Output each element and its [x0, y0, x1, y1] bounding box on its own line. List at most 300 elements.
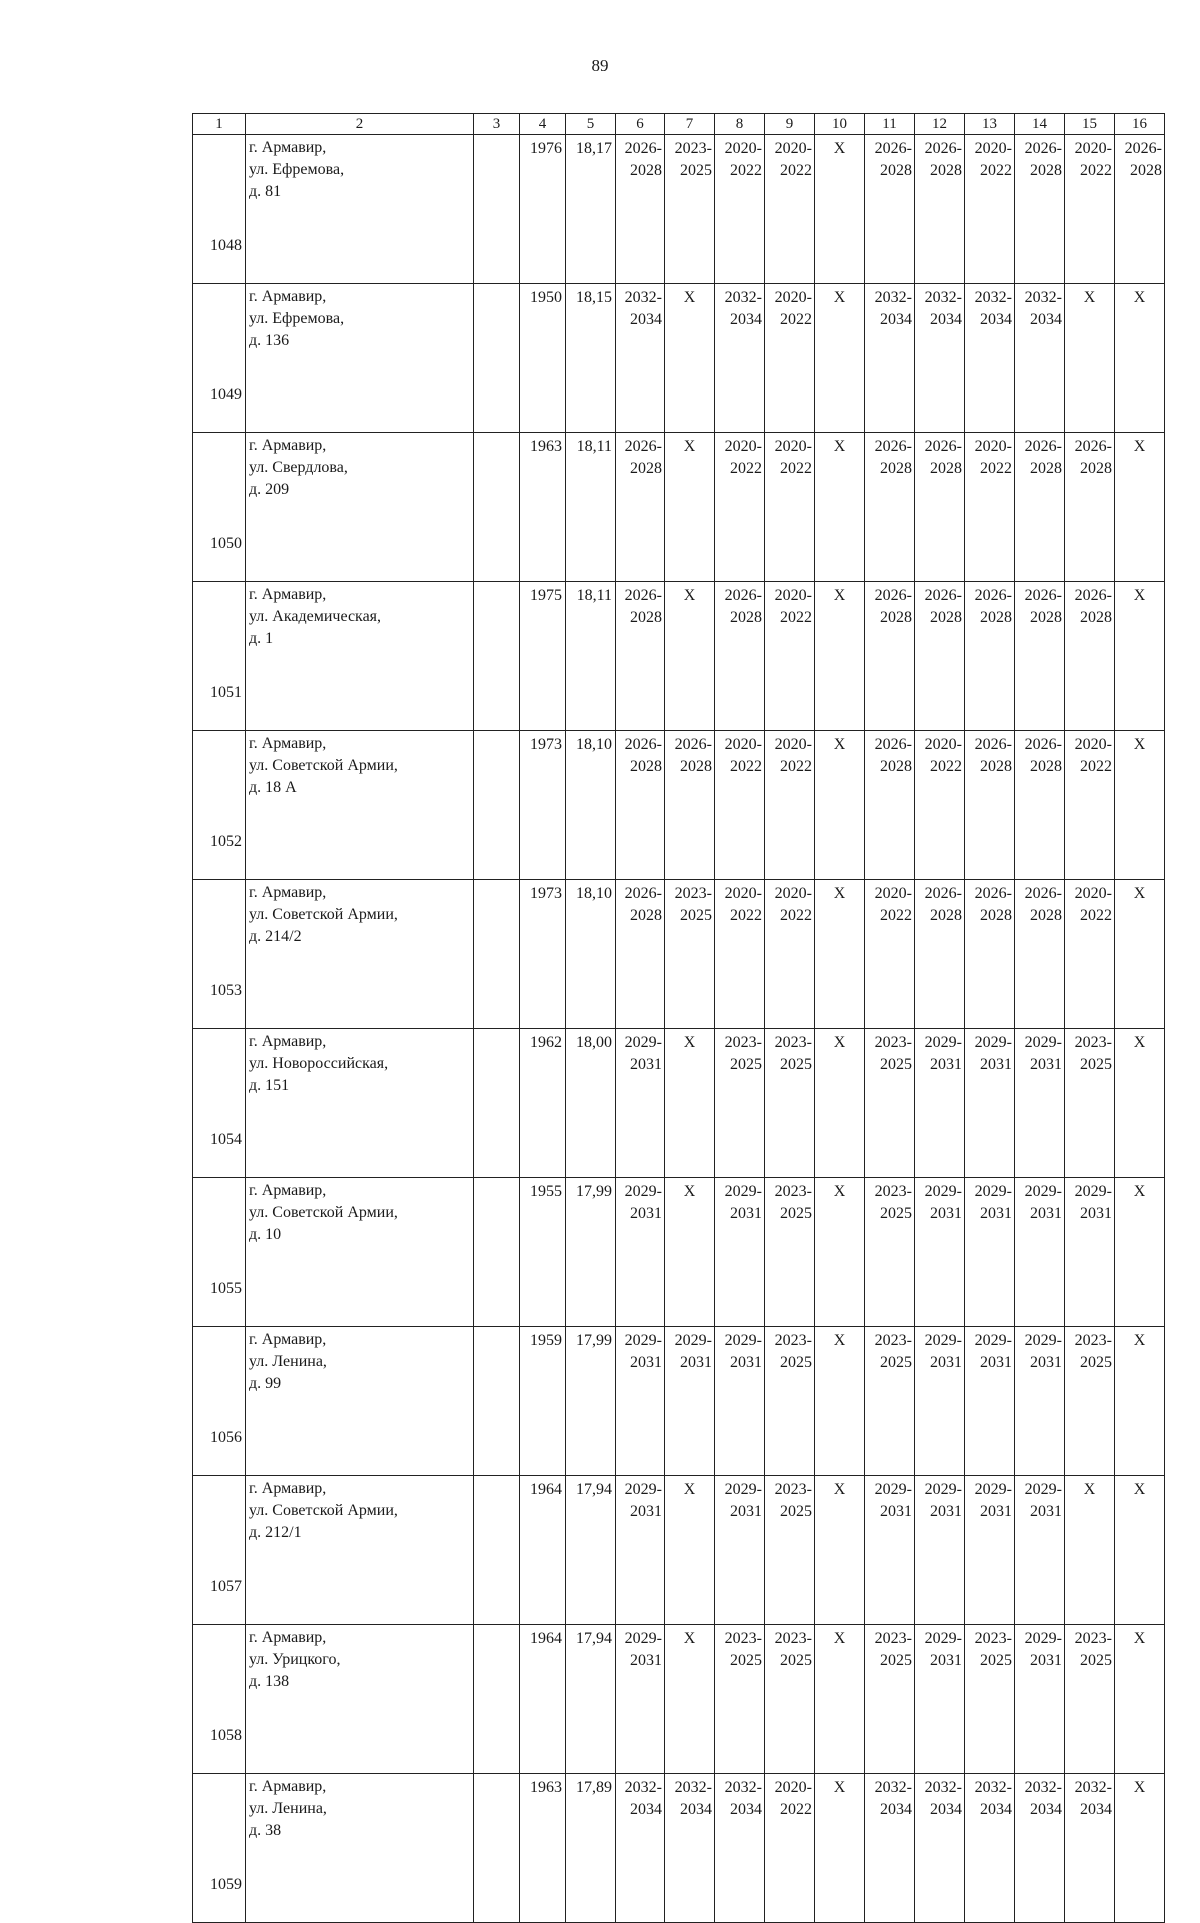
score-cell: 17,94 [566, 1476, 616, 1625]
period-end: 2025 [730, 1652, 762, 1669]
score-cell: 18,00 [566, 1029, 616, 1178]
period-start: 2026- [924, 140, 962, 157]
period-start: 2020- [774, 438, 812, 455]
period-start: 2023- [774, 1183, 812, 1200]
period-start: 2032- [1074, 1779, 1112, 1796]
column-number-header: 3 [474, 114, 520, 135]
period-end: 2022 [730, 460, 762, 477]
period-end: 2031 [980, 1503, 1012, 1520]
period-start: 2032- [874, 1779, 912, 1796]
period-cell [965, 1625, 1015, 1774]
period-end: 2022 [980, 162, 1012, 179]
period-cell [965, 284, 1015, 433]
period-cell [1015, 1178, 1065, 1327]
period-cell: X [815, 1327, 865, 1476]
period-end: 2034 [880, 311, 912, 328]
period-end: 2025 [880, 1205, 912, 1222]
period-start: 2020- [774, 140, 812, 157]
period-cell: X [1115, 284, 1165, 433]
period-cell [765, 1178, 815, 1327]
address-line: ул. Советской Армии, [249, 757, 398, 774]
period-start: 2026- [1074, 438, 1112, 455]
year-cell: 1959 [520, 1327, 566, 1476]
column-number-header: 2 [246, 114, 474, 135]
period-cell [616, 731, 665, 880]
period-end: 2028 [1030, 609, 1062, 626]
period-end: 2034 [880, 1801, 912, 1818]
period-cell [715, 582, 765, 731]
period-cell [765, 1327, 815, 1476]
period-cell [665, 1774, 715, 1923]
period-cell [715, 1178, 765, 1327]
address-line: г. Армавир, [249, 437, 327, 454]
period-end: 2031 [630, 1503, 662, 1520]
year-cell: 1973 [520, 731, 566, 880]
address-line: ул. Ефремова, [249, 161, 345, 178]
period-start: 2020- [774, 587, 812, 604]
table-row [193, 731, 1165, 880]
period-cell [965, 880, 1015, 1029]
period-end: 2025 [1080, 1056, 1112, 1073]
period-start: 2023- [1074, 1034, 1112, 1051]
period-start: 2020- [774, 1779, 812, 1796]
period-cell [965, 731, 1015, 880]
period-end: 2031 [730, 1503, 762, 1520]
period-cell [915, 731, 965, 880]
period-end: 2028 [1030, 907, 1062, 924]
period-end: 2034 [930, 311, 962, 328]
period-end: 2031 [730, 1205, 762, 1222]
period-end: 2034 [980, 311, 1012, 328]
period-cell [765, 880, 815, 1029]
period-end: 2028 [680, 758, 712, 775]
period-cell: X [815, 1029, 865, 1178]
period-cell: X [815, 731, 865, 880]
period-start: 2026- [624, 736, 662, 753]
period-end: 2025 [880, 1056, 912, 1073]
table-row [193, 880, 1165, 1029]
period-start: 2026- [1024, 438, 1062, 455]
period-cell [865, 1327, 915, 1476]
period-end: 2031 [930, 1503, 962, 1520]
period-start: 2023- [774, 1332, 812, 1349]
period-start: 2029- [1024, 1481, 1062, 1498]
address-line: д. 10 [249, 1226, 282, 1243]
row-number-cell: 1058 [193, 1625, 246, 1774]
period-cell [1015, 433, 1065, 582]
period-start: 2023- [774, 1630, 812, 1647]
address-line: г. Армавир, [249, 735, 327, 752]
period-start: 2026- [924, 885, 962, 902]
period-end: 2031 [630, 1205, 662, 1222]
period-cell [665, 1327, 715, 1476]
period-start: 2029- [1024, 1332, 1062, 1349]
period-end: 2028 [880, 758, 912, 775]
address-line: ул. Ленина, [249, 1800, 327, 1817]
period-end: 2028 [980, 609, 1012, 626]
row-number-cell: 1050 [193, 433, 246, 582]
period-end: 2022 [780, 1801, 812, 1818]
period-end: 2034 [730, 311, 762, 328]
address-line: д. 151 [249, 1077, 290, 1094]
period-end: 2028 [930, 162, 962, 179]
period-cell [965, 1327, 1015, 1476]
period-end: 2022 [780, 907, 812, 924]
period-start: 2020- [724, 885, 762, 902]
period-cell [1065, 135, 1115, 284]
column-number-header-row [193, 114, 1165, 135]
period-cell [865, 1178, 915, 1327]
period-start: 2020- [724, 140, 762, 157]
year-cell: 1962 [520, 1029, 566, 1178]
address-line: ул. Академическая, [249, 608, 382, 625]
period-start: 2029- [624, 1034, 662, 1051]
period-end: 2028 [930, 609, 962, 626]
row-number-cell: 1056 [193, 1327, 246, 1476]
period-start: 2029- [874, 1481, 912, 1498]
period-end: 2034 [980, 1801, 1012, 1818]
period-start: 2026- [1024, 736, 1062, 753]
period-end: 2034 [1030, 311, 1062, 328]
period-cell [965, 135, 1015, 284]
period-end: 2025 [880, 1652, 912, 1669]
address-line: г. Армавир, [249, 1033, 327, 1050]
period-end: 2031 [1030, 1503, 1062, 1520]
period-end: 2028 [630, 460, 662, 477]
period-start: 2026- [874, 438, 912, 455]
score-cell: 17,99 [566, 1178, 616, 1327]
column-3-cell [474, 1327, 520, 1476]
period-end: 2028 [880, 460, 912, 477]
year-cell: 1964 [520, 1476, 566, 1625]
period-cell [715, 880, 765, 1029]
table-row [193, 1327, 1165, 1476]
period-start: 2020- [774, 736, 812, 753]
period-end: 2022 [930, 758, 962, 775]
period-cell [1065, 1625, 1115, 1774]
score-cell: 18,10 [566, 731, 616, 880]
period-end: 2034 [630, 311, 662, 328]
period-start: 2023- [874, 1630, 912, 1647]
period-end: 2028 [1030, 460, 1062, 477]
period-cell [765, 433, 815, 582]
period-end: 2022 [780, 162, 812, 179]
table-row [193, 284, 1165, 433]
period-end: 2034 [630, 1801, 662, 1818]
address-cell [246, 731, 474, 880]
period-end: 2022 [980, 460, 1012, 477]
column-3-cell [474, 284, 520, 433]
period-cell [715, 1327, 765, 1476]
period-start: 2029- [724, 1481, 762, 1498]
column-3-cell [474, 880, 520, 1029]
period-cell [1015, 284, 1065, 433]
period-cell [1065, 433, 1115, 582]
period-end: 2022 [1080, 907, 1112, 924]
period-start: 2026- [974, 736, 1012, 753]
score-cell: 18,11 [566, 582, 616, 731]
period-end: 2031 [680, 1354, 712, 1371]
address-line: ул. Советской Армии, [249, 906, 398, 923]
period-cell: X [665, 1625, 715, 1774]
period-cell [715, 284, 765, 433]
period-start: 2020- [924, 736, 962, 753]
period-end: 2028 [1030, 758, 1062, 775]
column-number-header: 14 [1015, 114, 1065, 135]
period-cell [616, 1178, 665, 1327]
period-cell: X [1115, 1327, 1165, 1476]
period-start: 2026- [874, 587, 912, 604]
period-cell: X [815, 1178, 865, 1327]
period-start: 2032- [924, 289, 962, 306]
column-3-cell [474, 433, 520, 582]
period-cell [1015, 880, 1065, 1029]
row-number-cell: 1057 [193, 1476, 246, 1625]
period-start: 2029- [1024, 1183, 1062, 1200]
period-cell: X [1065, 1476, 1115, 1625]
period-start: 2029- [924, 1183, 962, 1200]
period-end: 2022 [780, 609, 812, 626]
table-row [193, 582, 1165, 731]
column-number-header: 1 [193, 114, 246, 135]
period-cell: X [1115, 1029, 1165, 1178]
period-end: 2031 [930, 1652, 962, 1669]
period-cell [1065, 1327, 1115, 1476]
period-end: 2034 [1080, 1801, 1112, 1818]
column-number-header: 13 [965, 114, 1015, 135]
address-line: г. Армавир, [249, 139, 327, 156]
period-start: 2029- [924, 1630, 962, 1647]
period-start: 2023- [724, 1630, 762, 1647]
period-cell [1065, 1029, 1115, 1178]
period-start: 2032- [724, 1779, 762, 1796]
table-row [193, 135, 1165, 284]
period-start: 2020- [774, 289, 812, 306]
period-cell [1015, 135, 1065, 284]
period-cell: X [815, 135, 865, 284]
period-cell [915, 582, 965, 731]
period-end: 2031 [980, 1205, 1012, 1222]
period-start: 2023- [1074, 1332, 1112, 1349]
period-end: 2022 [780, 460, 812, 477]
period-cell [1065, 1178, 1115, 1327]
period-start: 2023- [874, 1332, 912, 1349]
period-cell [665, 135, 715, 284]
address-line: д. 214/2 [249, 928, 302, 945]
period-cell [616, 135, 665, 284]
address-line: г. Армавир, [249, 1629, 327, 1646]
period-start: 2029- [1024, 1630, 1062, 1647]
address-line: ул. Советской Армии, [249, 1502, 398, 1519]
period-start: 2029- [924, 1034, 962, 1051]
period-cell [1015, 582, 1065, 731]
period-end: 2031 [1030, 1056, 1062, 1073]
housing-register-table [192, 113, 1165, 1923]
period-cell [616, 582, 665, 731]
column-3-cell [474, 135, 520, 284]
column-3-cell [474, 731, 520, 880]
period-cell [765, 135, 815, 284]
address-line: д. 18 А [249, 779, 297, 796]
period-end: 2031 [930, 1354, 962, 1371]
period-cell [865, 1774, 915, 1923]
period-cell [915, 1029, 965, 1178]
period-start: 2026- [874, 736, 912, 753]
period-start: 2029- [624, 1183, 662, 1200]
table-row [193, 1029, 1165, 1178]
period-start: 2023- [674, 885, 712, 902]
period-cell [865, 731, 915, 880]
address-line: ул. Советской Армии, [249, 1204, 398, 1221]
period-cell [965, 1029, 1015, 1178]
period-cell [616, 1029, 665, 1178]
period-end: 2028 [1130, 162, 1162, 179]
period-start: 2032- [924, 1779, 962, 1796]
period-start: 2032- [674, 1779, 712, 1796]
period-end: 2031 [930, 1056, 962, 1073]
period-start: 2020- [774, 885, 812, 902]
column-number-header: 9 [765, 114, 815, 135]
row-number-cell: 1054 [193, 1029, 246, 1178]
period-start: 2029- [924, 1481, 962, 1498]
column-number-header: 8 [715, 114, 765, 135]
period-end: 2031 [630, 1354, 662, 1371]
period-end: 2031 [1080, 1205, 1112, 1222]
period-cell [915, 1178, 965, 1327]
period-end: 2028 [630, 162, 662, 179]
period-cell [865, 135, 915, 284]
period-cell [865, 1029, 915, 1178]
row-number-cell: 1053 [193, 880, 246, 1029]
period-cell [915, 284, 965, 433]
row-number-cell: 1049 [193, 284, 246, 433]
period-cell: X [1115, 433, 1165, 582]
year-cell: 1963 [520, 433, 566, 582]
period-end: 2031 [930, 1205, 962, 1222]
period-start: 2023- [724, 1034, 762, 1051]
period-start: 2023- [874, 1034, 912, 1051]
period-cell [616, 1476, 665, 1625]
period-cell: X [665, 582, 715, 731]
period-cell: X [665, 1178, 715, 1327]
period-cell [1015, 731, 1065, 880]
address-line: ул. Ленина, [249, 1353, 327, 1370]
address-line: г. Армавир, [249, 1480, 327, 1497]
period-end: 2028 [1030, 162, 1062, 179]
period-cell [616, 880, 665, 1029]
period-cell [915, 1476, 965, 1625]
period-cell: X [815, 1774, 865, 1923]
address-line: г. Армавир, [249, 1331, 327, 1348]
period-cell [915, 1327, 965, 1476]
column-number-header: 10 [815, 114, 865, 135]
period-cell: X [1115, 880, 1165, 1029]
period-cell [765, 582, 815, 731]
period-end: 2022 [780, 311, 812, 328]
period-start: 2026- [874, 140, 912, 157]
address-line: д. 209 [249, 481, 290, 498]
column-number-header: 12 [915, 114, 965, 135]
period-start: 2023- [1074, 1630, 1112, 1647]
period-start: 2032- [974, 289, 1012, 306]
period-cell [765, 1774, 815, 1923]
period-end: 2025 [1080, 1354, 1112, 1371]
row-number-cell: 1052 [193, 731, 246, 880]
period-end: 2022 [730, 162, 762, 179]
period-end: 2025 [780, 1056, 812, 1073]
column-number-header: 15 [1065, 114, 1115, 135]
period-cell [765, 731, 815, 880]
address-line: г. Армавир, [249, 884, 327, 901]
column-3-cell [474, 1476, 520, 1625]
table-row [193, 1774, 1165, 1923]
address-line: д. 1 [249, 630, 274, 647]
period-end: 2034 [930, 1801, 962, 1818]
address-line: д. 212/1 [249, 1524, 302, 1541]
period-cell: X [665, 284, 715, 433]
period-end: 2028 [1080, 609, 1112, 626]
period-start: 2026- [1024, 587, 1062, 604]
period-end: 2034 [1030, 1801, 1062, 1818]
address-cell [246, 135, 474, 284]
period-start: 2026- [724, 587, 762, 604]
period-end: 2031 [980, 1056, 1012, 1073]
address-cell [246, 1774, 474, 1923]
period-end: 2028 [630, 758, 662, 775]
period-start: 2032- [624, 289, 662, 306]
period-cell [865, 1625, 915, 1774]
period-end: 2022 [1080, 758, 1112, 775]
column-3-cell [474, 582, 520, 731]
period-end: 2028 [980, 907, 1012, 924]
column-number-header: 16 [1115, 114, 1165, 135]
period-start: 2029- [974, 1183, 1012, 1200]
score-cell: 18,17 [566, 135, 616, 284]
period-start: 2026- [624, 587, 662, 604]
year-cell: 1955 [520, 1178, 566, 1327]
year-cell: 1963 [520, 1774, 566, 1923]
period-cell [1015, 1476, 1065, 1625]
address-line: д. 136 [249, 332, 290, 349]
period-cell [1065, 880, 1115, 1029]
period-start: 2020- [724, 438, 762, 455]
address-line: ул. Ефремова, [249, 310, 345, 327]
period-end: 2031 [1030, 1354, 1062, 1371]
period-end: 2034 [680, 1801, 712, 1818]
period-cell [865, 433, 915, 582]
period-start: 2023- [674, 140, 712, 157]
table-row [193, 1476, 1165, 1625]
period-cell: X [815, 1625, 865, 1774]
page-number: 89 [591, 56, 609, 75]
period-end: 2031 [880, 1503, 912, 1520]
period-start: 2026- [1024, 885, 1062, 902]
address-cell [246, 433, 474, 582]
period-start: 2026- [1124, 140, 1162, 157]
period-cell [616, 1625, 665, 1774]
address-cell [246, 1625, 474, 1774]
address-cell [246, 880, 474, 1029]
period-start: 2029- [1024, 1034, 1062, 1051]
period-start: 2026- [924, 587, 962, 604]
period-cell [865, 582, 915, 731]
period-cell [616, 284, 665, 433]
period-start: 2029- [974, 1481, 1012, 1498]
period-cell: X [815, 433, 865, 582]
period-cell [915, 1774, 965, 1923]
period-cell [965, 1178, 1015, 1327]
period-cell [765, 1625, 815, 1774]
